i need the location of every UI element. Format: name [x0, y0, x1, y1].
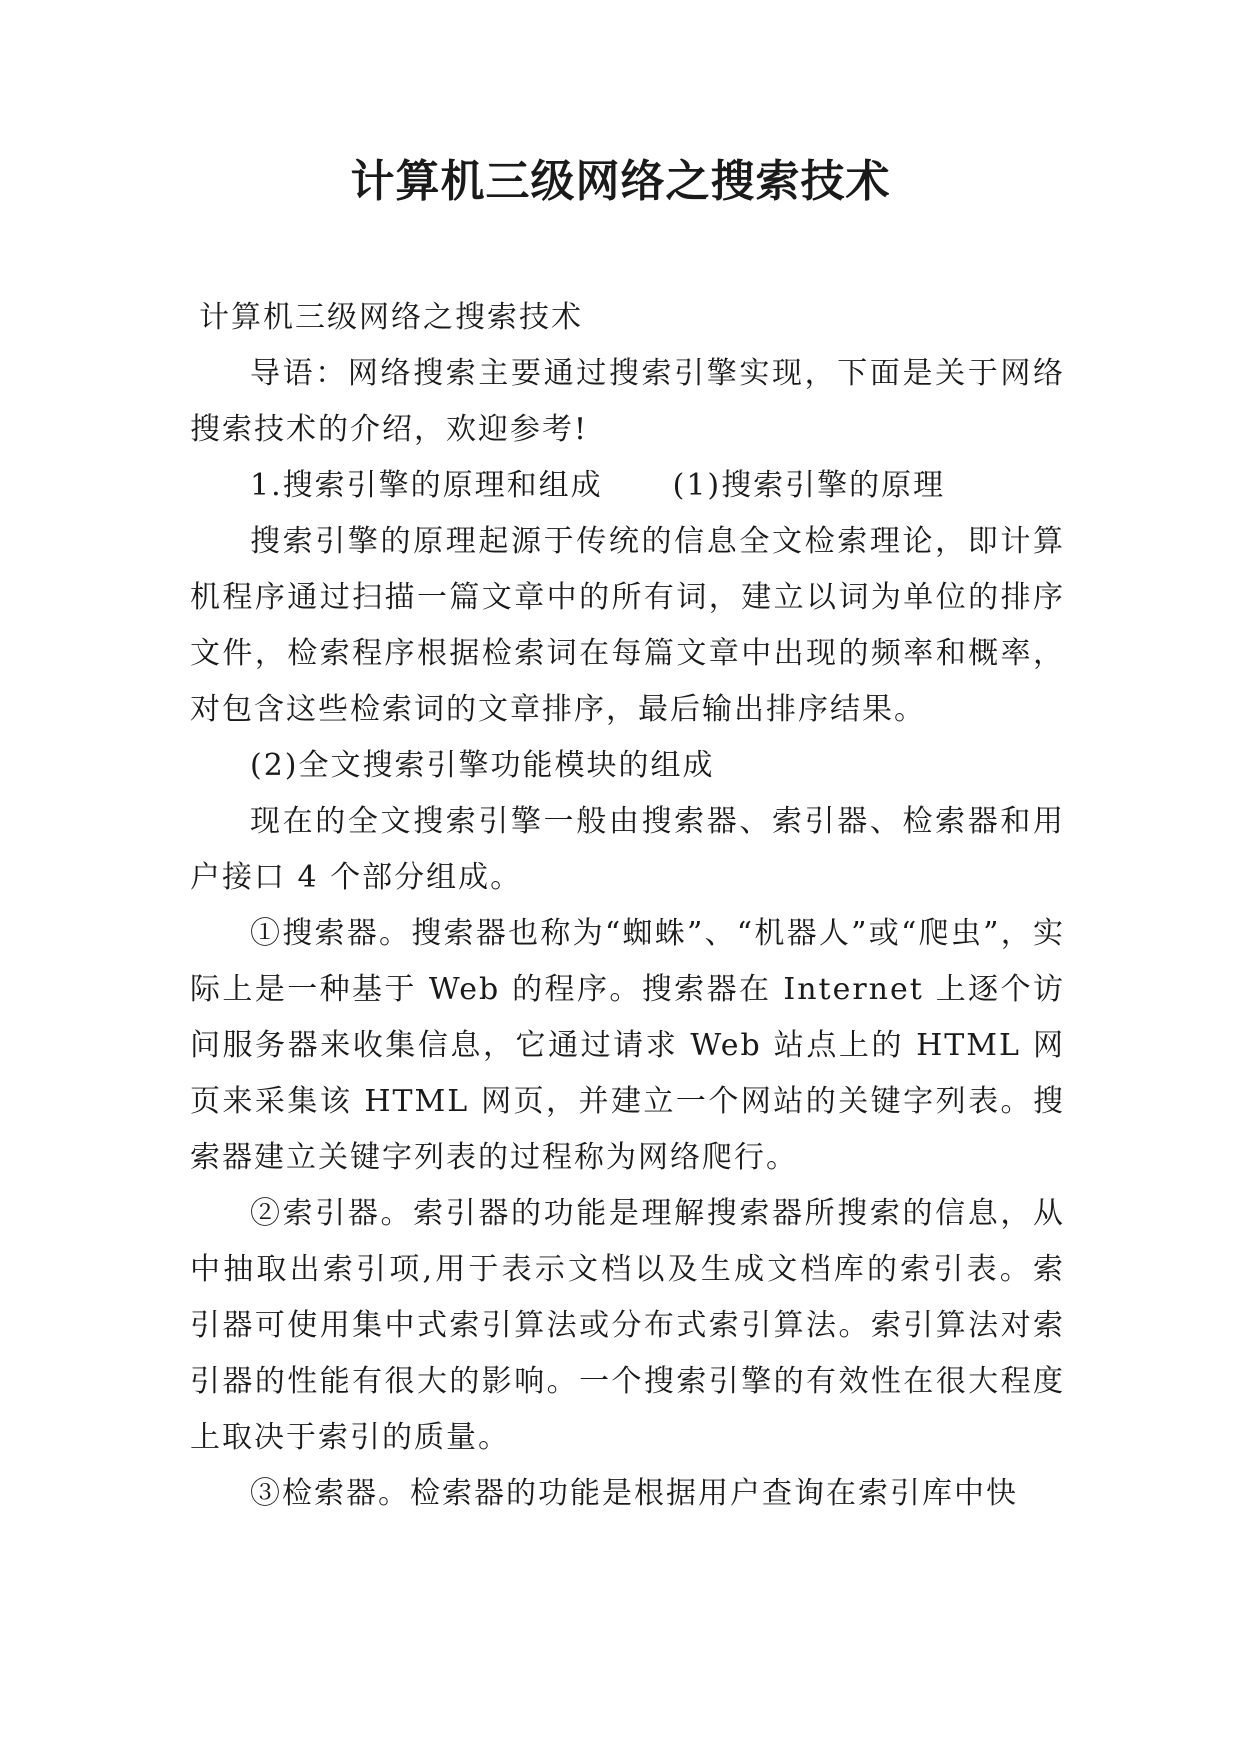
components-paragraph: 现在的全文搜索引擎一般由搜索器、索引器、检索器和用户接口 4 个部分组成。 [190, 804, 1065, 895]
retriever-paragraph: ③检索器。检索器的功能是根据用户查询在索引库中快 [250, 1476, 1018, 1511]
section-heading-2: (2)全文搜索引擎功能模块的组成 [250, 748, 715, 783]
section-heading-1: 1.搜索引擎的原理和组成 [250, 468, 603, 503]
indexer-paragraph: ②索引器。索引器的功能是理解搜索器所搜索的信息，从中抽取出索引项,用于表示文档以及生成文档库的索引表。索引器可使用集中式索引算法或分布式索引算法。索引算法对索引器的性能有很大的影响。一个搜索引擎的有效性在很大程度上取决于索引的质量。 [190, 1196, 1065, 1455]
document-subtitle: 计算机三级网络之搜索技术 [199, 300, 583, 335]
principle-paragraph: 搜索引擎的原理起源于传统的信息全文检索理论，即计算机程序通过扫描一篇文章中的所有词，建立以词为单位的排序文件，检索程序根据检索词在每篇文章中出现的频率和概率，对包含这些检索词的文章排序，最后输出排序结果。 [190, 524, 1065, 727]
crawler-paragraph: ①搜索器。搜索器也称为“蜘蛛”、“机器人”或“爬虫”，实际上是一种基于 Web 的程序。搜索器在 Internet 上逐个访问服务器来收集信息，它通过请求 Web 站点上的 HTML 网页来采集该 HTML 网页，并建立一个网站的关键字列表。搜索器建立关键字列表的过程称为网络爬行。 [190, 916, 1065, 1175]
document-body [190, 290, 1065, 1522]
intro-paragraph: 导语：网络搜索主要通过搜索引擎实现，下面是关于网络搜索技术的介绍，欢迎参考! [190, 356, 1065, 447]
section-heading-1-1: (1)搜索引擎的原理 [672, 468, 946, 503]
section-heading-line [190, 458, 1065, 514]
document-title: 计算机三级网络之搜索技术 [350, 156, 891, 207]
